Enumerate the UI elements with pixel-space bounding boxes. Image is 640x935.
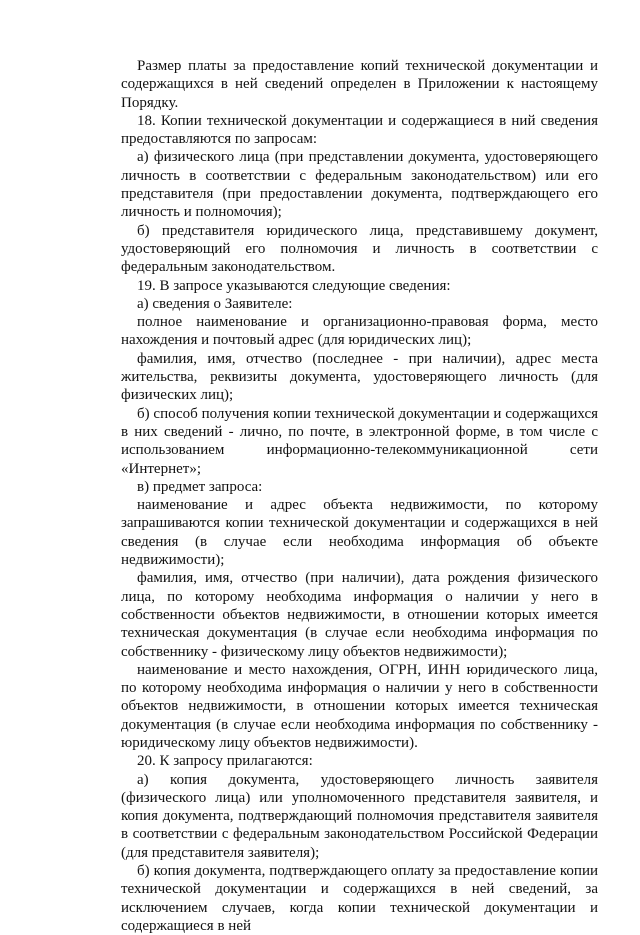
paragraph-19-v-legal-owner: наименование и место нахождения, ОГРН, ИНН юридического лица, по которому необходима информация о наличии у него в собственности объектов недвижимости, в отношении которых имеется техническая документация (в случае если необходима информация по собственнику - юридическому лицу объектов недвижимости). — [121, 661, 598, 751]
document-page — [121, 57, 598, 935]
paragraph-19-a-physical: фамилия, имя, отчество (последнее - при наличии), адрес места жительства, реквизиты документа, удостоверяющего личность (для физических лиц); — [121, 350, 598, 404]
paragraph-18-b: б) представителя юридического лица, представившему документ, удостоверяющий его полномочия и личность в соответствии с федеральным законодательством. — [121, 222, 598, 276]
paragraph-19-a-legal: полное наименование и организационно-правовая форма, место нахождения и почтовый адрес (для юридических лиц); — [121, 314, 598, 349]
paragraph-18-a: а) физического лица (при представлении документа, удостоверяющего личность в соответствии с федеральным законодательством) или его представителя (при предоставлении документа, подтверждающего его личность и полномочия); — [121, 149, 598, 221]
paragraph-20: 20. К запросу прилагаются: — [137, 753, 313, 770]
paragraph-20-a: а) копия документа, удостоверяющего личность заявителя (физического лица) или уполномоченного представителя заявителя, и копия документа, подтверждающий полномочия представителя заявителя в соответствии с федеральным законодательством Российской Федерации (для представителя заявителя); — [121, 771, 598, 861]
paragraph-19-v-object: наименование и адрес объекта недвижимости, по которому запрашиваются копии технической документации и содержащихся в ней сведения (в случае если необходима информация об объекте недвижимости); — [121, 497, 598, 569]
paragraph-19: 19. В запросе указываются следующие сведения: — [137, 277, 451, 294]
paragraph-19-v-physical-owner: фамилия, имя, отчество (при наличии), дата рождения физического лица, по которому необходима информация о наличии у него в собственности объектов недвижимости, в отношении которых имеется техническая документация (в случае если необходима информация по собственнику - физическому лицу объектов недвижимости); — [121, 570, 598, 660]
paragraph-18: 18. Копии технической документации и содержащиеся в ний сведения предоставляются по запросам: — [121, 112, 598, 148]
paragraph-20-b: б) копия документа, подтверждающего оплату за предоставление копии технической документации и содержащихся в ней сведений, за исключением случаев, когда копии технической документации и содержащиеся в ней — [121, 863, 598, 934]
paragraph-fee-size: Размер платы за предоставление копий технической документации и содержащихся в ней сведений определен в Приложении к настоящему Порядку. — [121, 58, 598, 111]
paragraph-19-a: а) сведения о Заявителе: — [137, 295, 293, 312]
paragraph-19-v: в) предмет запроса: — [137, 478, 263, 495]
paragraph-19-b: б) способ получения копии технической документации и содержащихся в них сведений - лично, по почте, в электронной форме, в том числе с использованием информационно-телекоммуникационной сети «Интернет»; — [121, 405, 598, 477]
